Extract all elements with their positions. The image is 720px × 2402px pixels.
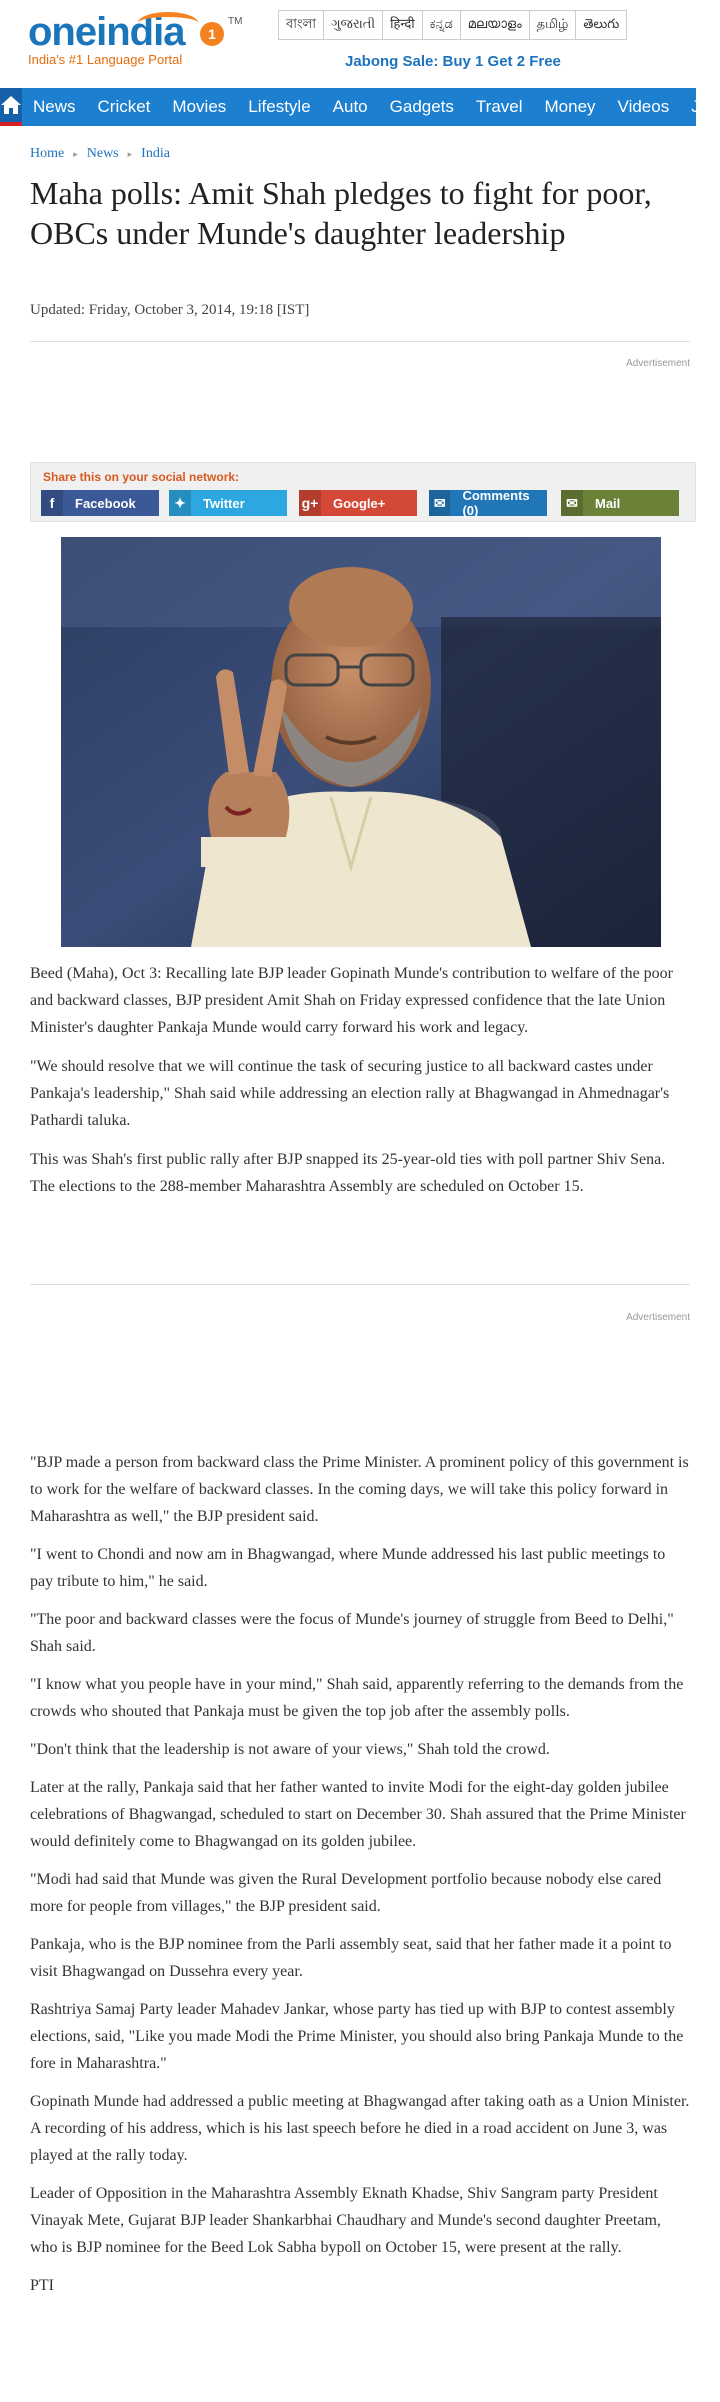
article-paragraph: "Modi had said that Munde was given the Rural Development portfolio because nobody else cared more for people from villages," the BJP president said. <box>30 1871 662 1915</box>
nav-item-auto[interactable]: Auto <box>332 97 368 116</box>
mail-icon: ✉ <box>561 490 583 516</box>
site-header <box>0 0 696 88</box>
comments-button[interactable] <box>429 490 547 516</box>
divider <box>30 341 690 342</box>
language-link-tamil[interactable]: தமிழ் <box>530 11 577 39</box>
facebook-share-button[interactable] <box>41 490 159 516</box>
breadcrumb-news[interactable]: News <box>86 146 119 161</box>
language-switcher <box>278 10 627 40</box>
nav-item-money[interactable]: Money <box>544 97 596 116</box>
breadcrumb-home[interactable]: Home <box>30 146 65 161</box>
article-paragraph: This was Shah's first public rally after BJP snapped its 25-year-old ties with poll partner Shiv Sena. The elections to the 288-member Maharashtra Assembly are scheduled on October 15. <box>30 1151 666 1195</box>
google-plus-share-button[interactable] <box>299 490 417 516</box>
promo-link[interactable]: Jabong Sale: Buy 1 Get 2 Free <box>345 53 561 70</box>
article-body-bottom <box>30 1449 690 2299</box>
article-paragraph: "We should resolve that we will continue the task of securing justice to all backward castes under Pankaja's leadership," Shah said while addressing an election rally at Bhagwangad in Ahmednagar's Pathardi taluka. <box>30 1058 670 1129</box>
article-body-top <box>30 960 690 1200</box>
twitter-share-button[interactable] <box>169 490 287 516</box>
language-link-telugu[interactable]: తెలుగు <box>583 17 620 32</box>
home-icon <box>0 95 22 115</box>
chevron-right-icon: ▸ <box>127 148 133 159</box>
comments-icon: ✉ <box>429 490 450 516</box>
nav-item-jobs[interactable]: Jo <box>691 97 710 116</box>
article-title: Maha polls: Amit Shah pledges to fight for poor, OBCs under Munde's daughter leadership <box>30 175 652 251</box>
nav-item-lifestyle[interactable]: Lifestyle <box>248 97 311 116</box>
article-paragraph: "The poor and backward classes were the focus of Munde's journey of struggle from Beed to Delhi," Shah said. <box>30 1611 674 1655</box>
chevron-right-icon: ▸ <box>73 148 78 159</box>
article-paragraph: Pankaja, who is the BJP nominee from the Parli assembly seat, said that her father made it a point to visit Bhagwangad on Dussehra every year. <box>30 1936 672 1980</box>
language-link-gujarati[interactable]: ગુજરાતી <box>324 11 383 39</box>
main-nav <box>0 88 710 126</box>
twitter-icon: ✦ <box>169 490 191 516</box>
article-paragraph: "BJP made a person from backward class the Prime Minister. A prominent policy of this government is to work for the welfare of backward classes. In the coming days, we will take this policy forward in Maharashtra as well," the BJP president said. <box>30 1454 689 1525</box>
share-title: Share this on your social network: <box>43 470 240 484</box>
article-updated: Updated: Friday, October 3, 2014, 19:18 [IST] <box>30 302 310 318</box>
share-box <box>30 462 696 522</box>
logo-badge: 1 <box>200 22 224 46</box>
article-paragraph: "Don't think that the leadership is not aware of your views," Shah told the crowd. <box>30 1741 550 1758</box>
breadcrumb-india[interactable]: India <box>141 146 170 161</box>
comments-label: Comments (0) <box>462 488 530 518</box>
site-logo[interactable] <box>28 10 243 80</box>
article-paragraph: Rashtriya Samaj Party leader Mahadev Jankar, whose party has tied up with BJP to contest assembly elections, said, "Like you made Modi the Prime Minister, you should also bring Pankaja Munde to the fore in Maharashtra." <box>30 2001 684 2072</box>
nav-item-movies[interactable]: Movies <box>172 97 227 116</box>
article-paragraph: "I went to Chondi and now am in Bhagwangad, where Munde addressed his last public meetings to pay tribute to him," he said. <box>30 1546 666 1590</box>
language-link-malayalam[interactable]: മലയാളം <box>461 11 530 39</box>
nav-item-travel[interactable]: Travel <box>475 97 523 116</box>
article-paragraph: "I know what you people have in your mind," Shah said, apparently referring to the demands from the crowds who shouted that Pankaja must be given the top job after the assembly polls. <box>30 1676 684 1720</box>
facebook-icon: f <box>41 490 63 516</box>
mail-share-label: Mail <box>595 495 621 511</box>
language-link-hindi[interactable]: हिन्दी <box>383 11 423 39</box>
nav-item-news[interactable]: News <box>33 97 76 116</box>
article-paragraph: Leader of Opposition in the Maharashtra Assembly Eknath Khadse, Shiv Sangram party President Vinayak Mete, Gujarat BJP leader Shankarbhai Chaudhary and Munde's second daughter Preetam, who is BJP nominee for the Beed Lok Sabha bypoll on October 15, were present at the rally. <box>30 2185 661 2256</box>
nav-item-gadgets[interactable]: Gadgets <box>389 97 454 116</box>
logo-sunrise-icon <box>138 12 198 34</box>
article-paragraph: Gopinath Munde had addressed a public meeting at Bhagwangad after taking oath as a Union Minister. A recording of his address, which is his last speech before he died in a road accident on June 3, was played at the rally today. <box>30 2093 690 2164</box>
breadcrumb <box>30 146 170 162</box>
google-plus-icon: g+ <box>299 490 321 516</box>
language-link-kannada[interactable]: ಕನ್ನಡ <box>423 11 461 39</box>
facebook-share-label: Facebook <box>75 495 136 511</box>
mail-share-button[interactable] <box>561 490 679 516</box>
nav-item-cricket[interactable]: Cricket <box>97 97 151 116</box>
twitter-share-label: Twitter <box>203 495 245 511</box>
nav-home[interactable] <box>0 88 22 126</box>
divider <box>30 1284 690 1285</box>
article-hero-image <box>61 537 661 947</box>
nav-item-videos[interactable]: Videos <box>617 97 670 116</box>
logo-wordmark: oneindia <box>28 10 185 54</box>
article-source: PTI <box>30 2277 54 2294</box>
logo-trademark: TM <box>228 16 243 27</box>
google-plus-share-label: Google+ <box>333 495 386 511</box>
advertisement-label: Advertisement <box>626 1312 690 1323</box>
advertisement-label: Advertisement <box>626 358 690 369</box>
logo-tagline: India's #1 Language Portal <box>28 52 183 67</box>
language-link-bengali[interactable]: বাংলা <box>279 11 324 39</box>
article-paragraph: Beed (Maha), Oct 3: Recalling late BJP leader Gopinath Munde's contribution to welfare of the poor and backward classes, BJP president Amit Shah on Friday expressed confidence that the late Union Minister's daughter Pankaja Munde would carry forward his work and legacy. <box>30 965 673 1036</box>
article-paragraph: Later at the rally, Pankaja said that her father wanted to invite Modi for the eight-day golden jubilee celebrations of Bhagwangad, scheduled to start on December 30. Shah assured that the Prime Minister would definitely come to Bhagwangad on its golden jubilee. <box>30 1779 686 1850</box>
